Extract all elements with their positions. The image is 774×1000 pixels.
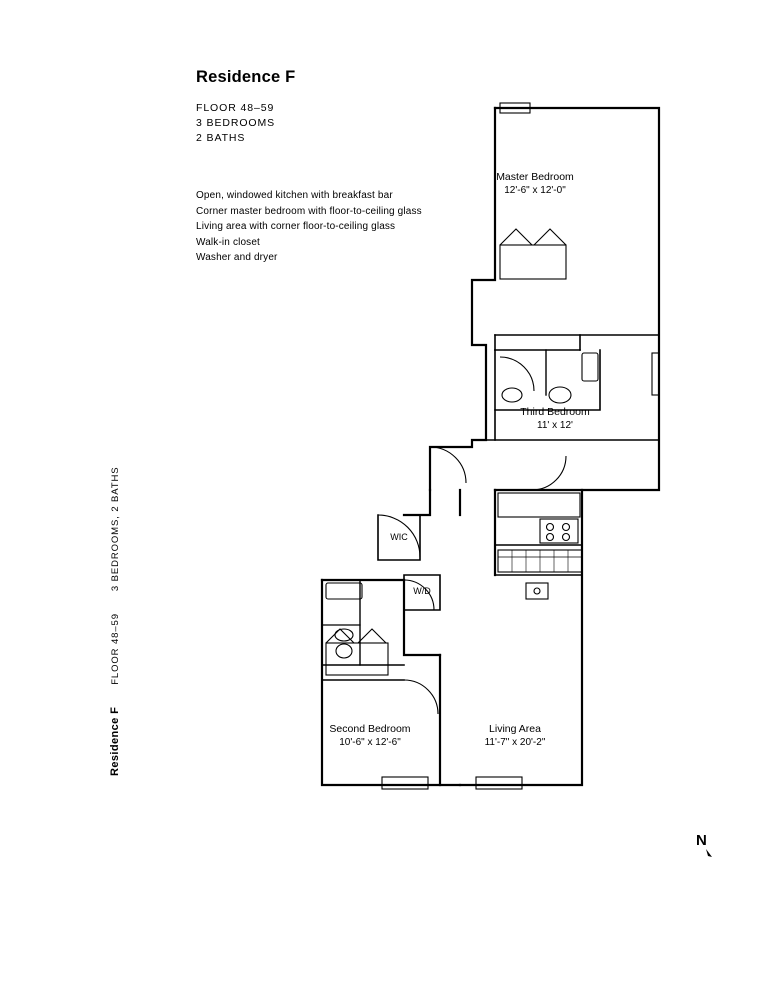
bed-pillow — [534, 229, 566, 245]
room-name: Living Area — [489, 723, 541, 735]
compass-letter: N — [696, 832, 707, 849]
door-swing-third — [532, 456, 566, 490]
window-pane — [382, 777, 428, 789]
wall-second-bath — [322, 580, 404, 665]
door-swing-bedroom2 — [404, 680, 438, 714]
tub-icon — [326, 583, 362, 599]
sink-icon — [335, 629, 353, 641]
door-swing-entry — [430, 447, 466, 483]
kitchen-upper — [498, 493, 580, 517]
side-label — [109, 466, 121, 776]
feature-item: Walk-in closet — [196, 236, 260, 248]
burner-icon — [563, 534, 570, 541]
feature-item: Living area with corner floor-to-ceiling glass — [196, 221, 396, 232]
sink-basin — [526, 583, 548, 599]
shower-arc — [500, 357, 534, 391]
burner-icon — [547, 524, 554, 531]
burner-icon — [547, 534, 554, 541]
side-label-beds: 3 BEDROOMS, 2 BATHS — [110, 466, 121, 592]
side-label-floor: FLOOR 48–59 — [110, 613, 121, 685]
feature-item: Open, windowed kitchen with breakfast bar — [196, 190, 393, 201]
wall-corridor — [404, 490, 430, 515]
meta-baths: 2 BATHS — [196, 132, 246, 144]
room-name: Third Bedroom — [520, 406, 590, 418]
room-label-third — [475, 405, 635, 433]
label-wic: WIC — [390, 532, 408, 542]
room-name: Master Bedroom — [496, 171, 574, 183]
meta-floor: FLOOR 48–59 — [196, 102, 275, 114]
feature-item: Corner master bedroom with floor-to-ceiling glass — [196, 205, 422, 217]
bar-hatch — [512, 550, 568, 572]
room-dimensions: 10'-6" x 12'-6" — [339, 737, 401, 748]
room-label-living — [440, 722, 590, 750]
room-name: Second Bedroom — [329, 723, 411, 735]
bed-pillow — [358, 629, 386, 643]
compass-north — [692, 832, 732, 872]
bed-master — [500, 245, 566, 279]
room-dimensions: 12'-6" x 12'-0" — [504, 185, 566, 196]
side-label-title: Residence F — [109, 706, 121, 776]
range-icon — [540, 519, 578, 543]
feature-item: Washer and dryer — [196, 252, 278, 263]
room-dimensions: 11' x 12' — [537, 420, 573, 431]
bed-pillow — [500, 229, 532, 245]
page-title: Residence F — [196, 68, 296, 86]
room-dimensions: 11'-7" x 20'-2" — [484, 737, 546, 748]
sink-icon — [502, 388, 522, 402]
burner-icon — [563, 524, 570, 531]
window-pane — [476, 777, 522, 789]
room-label-second — [295, 722, 445, 750]
bed-second — [326, 643, 388, 675]
tub-icon — [582, 353, 598, 381]
meta-bedrooms: 3 BEDROOMS — [196, 117, 276, 129]
sink-drain — [534, 588, 540, 594]
toilet-icon — [336, 644, 352, 658]
label-wd: W/D — [413, 586, 431, 596]
toilet-icon — [549, 387, 571, 403]
floor-plan-drawing — [300, 95, 700, 855]
room-label-master — [455, 170, 615, 198]
